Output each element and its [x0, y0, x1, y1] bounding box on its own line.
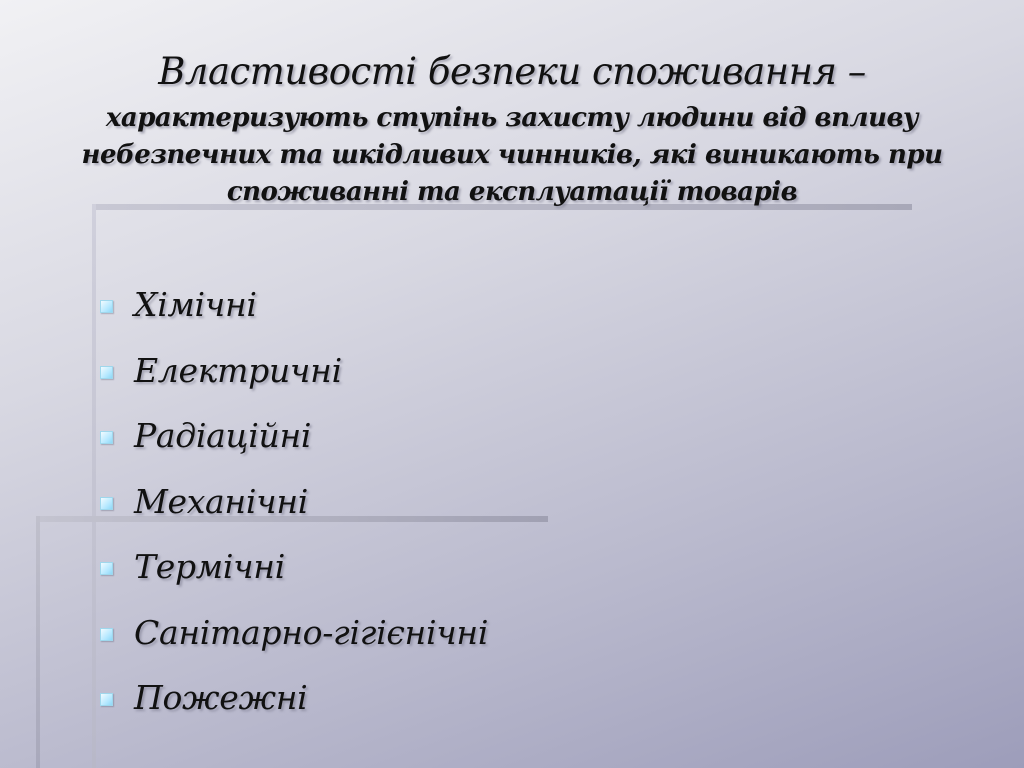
square-bullet-icon [100, 300, 113, 313]
subtitle-line: характеризують ступінь захисту людини від впливу [105, 103, 919, 133]
list-item-label: Радіаційні [134, 416, 312, 455]
list-item-label: Пожежні [134, 678, 308, 717]
list-item [98, 471, 698, 537]
square-bullet-icon [100, 366, 113, 379]
list-item [98, 667, 698, 733]
bullet-list [98, 274, 698, 733]
list-item-label: Хімічні [134, 285, 257, 324]
subtitle-line: небезпечних та шкідливих чинників, які виникають при [81, 140, 943, 170]
decorative-line-vertical-left [36, 516, 40, 768]
slide-subtitle [60, 100, 964, 211]
square-bullet-icon [100, 562, 113, 575]
list-item-label: Термічні [134, 547, 285, 586]
decorative-line-vertical [92, 204, 96, 768]
list-item-label: Санітарно-гігієнічні [134, 612, 489, 652]
square-bullet-icon [100, 497, 113, 510]
subtitle-line: споживанні та експлуатації товарів [226, 177, 798, 207]
list-item [98, 274, 698, 340]
title-block [60, 46, 964, 211]
square-bullet-icon [100, 693, 113, 706]
square-bullet-icon [100, 431, 113, 444]
list-item [98, 536, 698, 602]
list-item-label: Механічні [134, 481, 309, 521]
list-item-label: Електричні [134, 350, 342, 390]
list-item [98, 602, 698, 668]
square-bullet-icon [100, 628, 113, 641]
slide-title: Властивості безпеки споживання – [158, 50, 866, 93]
list-item [98, 405, 698, 471]
list-item [98, 340, 698, 406]
